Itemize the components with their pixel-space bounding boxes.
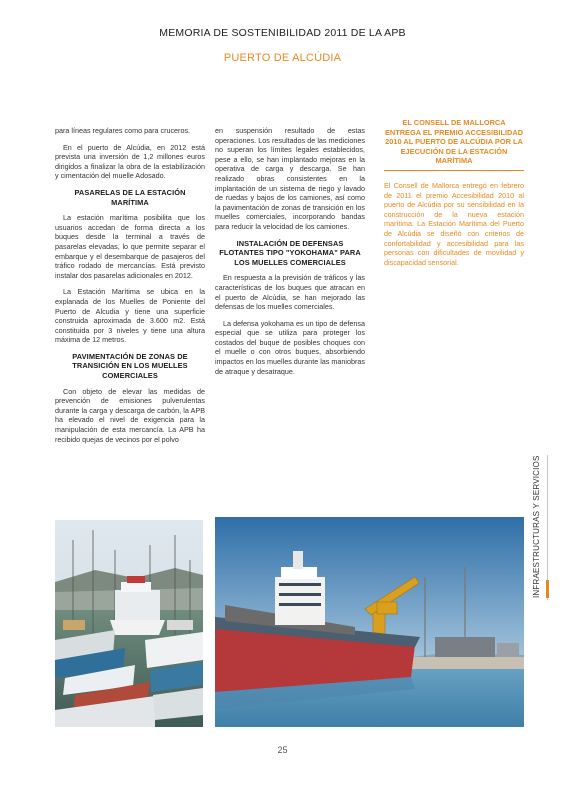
section-heading: PASARELAS DE LA ESTACIÓN MARÍTIMA bbox=[74, 187, 186, 207]
section-heading: PAVIMENTACIÓN DE ZONAS DE TRANSICIÓN EN LOS MUELLES COMERCIALES bbox=[72, 351, 188, 381]
side-tab-rule bbox=[547, 455, 548, 600]
sidebar-heading: EL CONSELL DE MALLORCA ENTREGA EL PREMIO ACCESIBILIDAD 2010 AL PUERTO DE ALCÚDIA POR LA EJECUCIÓN DE LA ESTACIÓN MARÍTIMA bbox=[384, 118, 524, 171]
paragraph: para líneas regulares como para cruceros. bbox=[55, 126, 191, 135]
section-heading: INSTALACIÓN DE DEFENSAS FLOTANTES TIPO "YOKOHAMA" PARA LOS MUELLES COMERCIALES bbox=[219, 238, 361, 267]
sidebar-box bbox=[384, 118, 524, 274]
paragraph: La Estación Marítima se ubica en la explanada de los Muelles de Poniente del Puerto de Alcudia y tiene una superficie construida aproximada de 3.600 m2. Está constituida por 3 niveles y tiene una altura máxima de 12 metros. bbox=[55, 287, 205, 345]
paragraph: En el puerto de Alcúdia, en 2012 está prevista una inversión de 1,2 millones euros dirigidos a finalizar la obra de la estabilización y cimentación del muelle Adosado. bbox=[55, 142, 205, 181]
section-title: PUERTO DE ALCÚDIA bbox=[223, 52, 342, 64]
paragraph: En respuesta a la previsión de tráficos y las características de los buques que atracan en el puerto de Alcúdia, se han mejorado las defensas de los muelles comerciales. bbox=[215, 273, 365, 312]
page-number: 25 bbox=[277, 745, 288, 755]
side-tab-marker bbox=[546, 580, 549, 598]
side-tab-label: INFRAESTRUCTURAS Y SERVICIOS bbox=[532, 455, 541, 598]
paragraph: La defensa yokohama es un tipo de defensa especial que se utiliza para proteger los costados del buque de posibles choques con el muelle o con otros buques, absorbiendo impactos en los muelles durante las maniobras de atraque y desatraque. bbox=[215, 318, 365, 376]
paragraph: La estación marítima posibilita que los usuarios accedan de forma directa a los buques desde la terminal a través de pasarelas elevadas, lo que permite separar el embarque y el desembarque de pasajeros del tráfico rodado de mercancías. Está previsto instalar dos pasarelas adicionales en 2012. bbox=[55, 213, 205, 280]
cargo-ship-photo bbox=[215, 517, 524, 727]
marina-photo bbox=[55, 520, 203, 727]
sidebar-body: El Consell de Mallorca entregó en febrero de 2011 el premio Accesibilidad 2010 al puerto de Alcúdia por su sensibilidad en la construcción de la nueva estación marítima. La Estación Marítima del Puerto de Alcúdia se diseñó con criterios de confortabilidad y accesibilidad para las personas con dificultades de movilidad y discapacidad sensorial. bbox=[384, 180, 524, 267]
report-title: MEMORIA DE SOSTENIBILIDAD 2011 DE LA APB bbox=[159, 27, 406, 39]
text-column-2 bbox=[215, 126, 365, 383]
paragraph: Con objeto de elevar las medidas de prevención de emisiones pulverulentas durante la carga y descarga de carbón, la APB ha elevado el nivel de exigencia para la manipulación de esta mercancía. La APB ha recibido quejas de vecinos por el polvo bbox=[55, 386, 205, 444]
paragraph: en suspensión resultado de estas operaciones. Los resultados de las mediciones no superan los límites legales establecidos, pese a ello, se han implantado mejoras en la operativa de carga y descarga. Se han realizado obras consistentes en la implantación de un sistema de riego y lavado de ruedas y bajos de los camiones, así como la pavimentación de zonas de transición en los muelles comerciales, incorporando bandas para reducir la velocidad de los camiones. bbox=[215, 126, 365, 231]
text-column-1 bbox=[55, 126, 205, 451]
